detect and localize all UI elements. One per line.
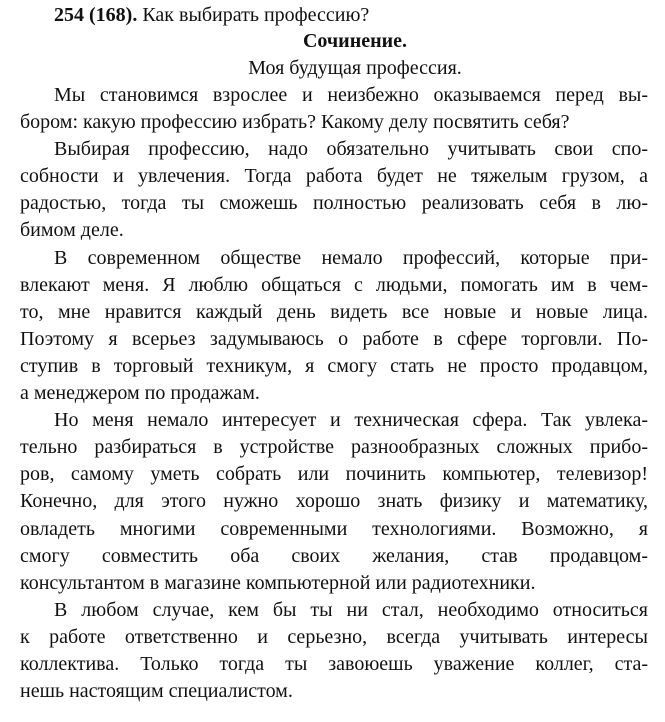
- text-line: радостью, тогда ты сможешь полностью реализовать себя в лю-: [20, 192, 648, 215]
- text-line: Выбирая профессию, надо обязательно учитывать свои спо-: [54, 138, 648, 161]
- text-line: коллектива. Только тогда ты завоюешь уважение коллег, ста-: [20, 652, 648, 675]
- text-line: овладеть многими современными технологиями. Возможно, я: [20, 517, 648, 540]
- essay-label: Сочинение.: [302, 30, 408, 52]
- text-line: бимом деле.: [20, 219, 124, 242]
- text-line: Мы становимся взрослее и неизбежно оказываемся перед вы-: [54, 84, 648, 106]
- text-line: нешь настоящим специалистом.: [20, 680, 293, 703]
- text-line: собности и увлечения. Тогда работа будет не тяжелым грузом, а: [20, 165, 648, 188]
- text-line: ступив в торговый техникум, я смогу стать не просто продавцом,: [20, 354, 648, 377]
- text-line: тельно разбираться в устройстве разнообразных сложных прибо-: [20, 436, 648, 459]
- exercise-header: [54, 2, 648, 28]
- text-line: Поэтому я всерьез задумываюсь о работе в сфере торговли. По-: [20, 327, 648, 350]
- text-line: к работе ответственно и серьезно, всегда учитывать интересы: [20, 625, 648, 648]
- exercise-number: 254 (168).: [54, 4, 138, 26]
- essay-body: [20, 82, 648, 705]
- text-line: влекают меня. Я люблю общаться с людьми, помогать им в чем-: [20, 273, 648, 296]
- text-line: то, мне нравится каждый день видеть все новые и новые лица.: [20, 300, 648, 323]
- text-line: В современном обществе немало профессий, которые при-: [54, 246, 648, 269]
- text-line: а менеджером по продажам.: [20, 382, 260, 405]
- text-line: ров, самому уметь собрать или починить компьютер, телевизор!: [20, 463, 648, 486]
- document-page: [20, 2, 648, 705]
- text-line: В любом случае, кем бы ты ни стал, необходимо относиться: [54, 598, 648, 621]
- text-line: бором: какую профессию избрать? Какому делу посвятить себя?: [20, 111, 570, 134]
- text-line: консультантом в магазине компьютерной или радиотехники.: [20, 571, 536, 594]
- essay-title: Моя будущая профессия.: [248, 57, 462, 79]
- text-line: Конечно, для этого нужно хорошо знать физику и математику,: [20, 490, 648, 513]
- exercise-task: Как выбирать профессию?: [142, 4, 370, 26]
- essay-paragraph: [20, 245, 648, 408]
- essay-paragraph: [20, 82, 648, 136]
- essay-paragraph: [20, 597, 648, 705]
- essay-paragraph: [20, 136, 648, 244]
- essay-paragraph: [20, 407, 648, 597]
- text-line: Но меня немало интересует и техническая сфера. Так увлека-: [54, 409, 648, 432]
- text-line: смогу совместить оба своих желания, став продавцом-: [20, 544, 648, 567]
